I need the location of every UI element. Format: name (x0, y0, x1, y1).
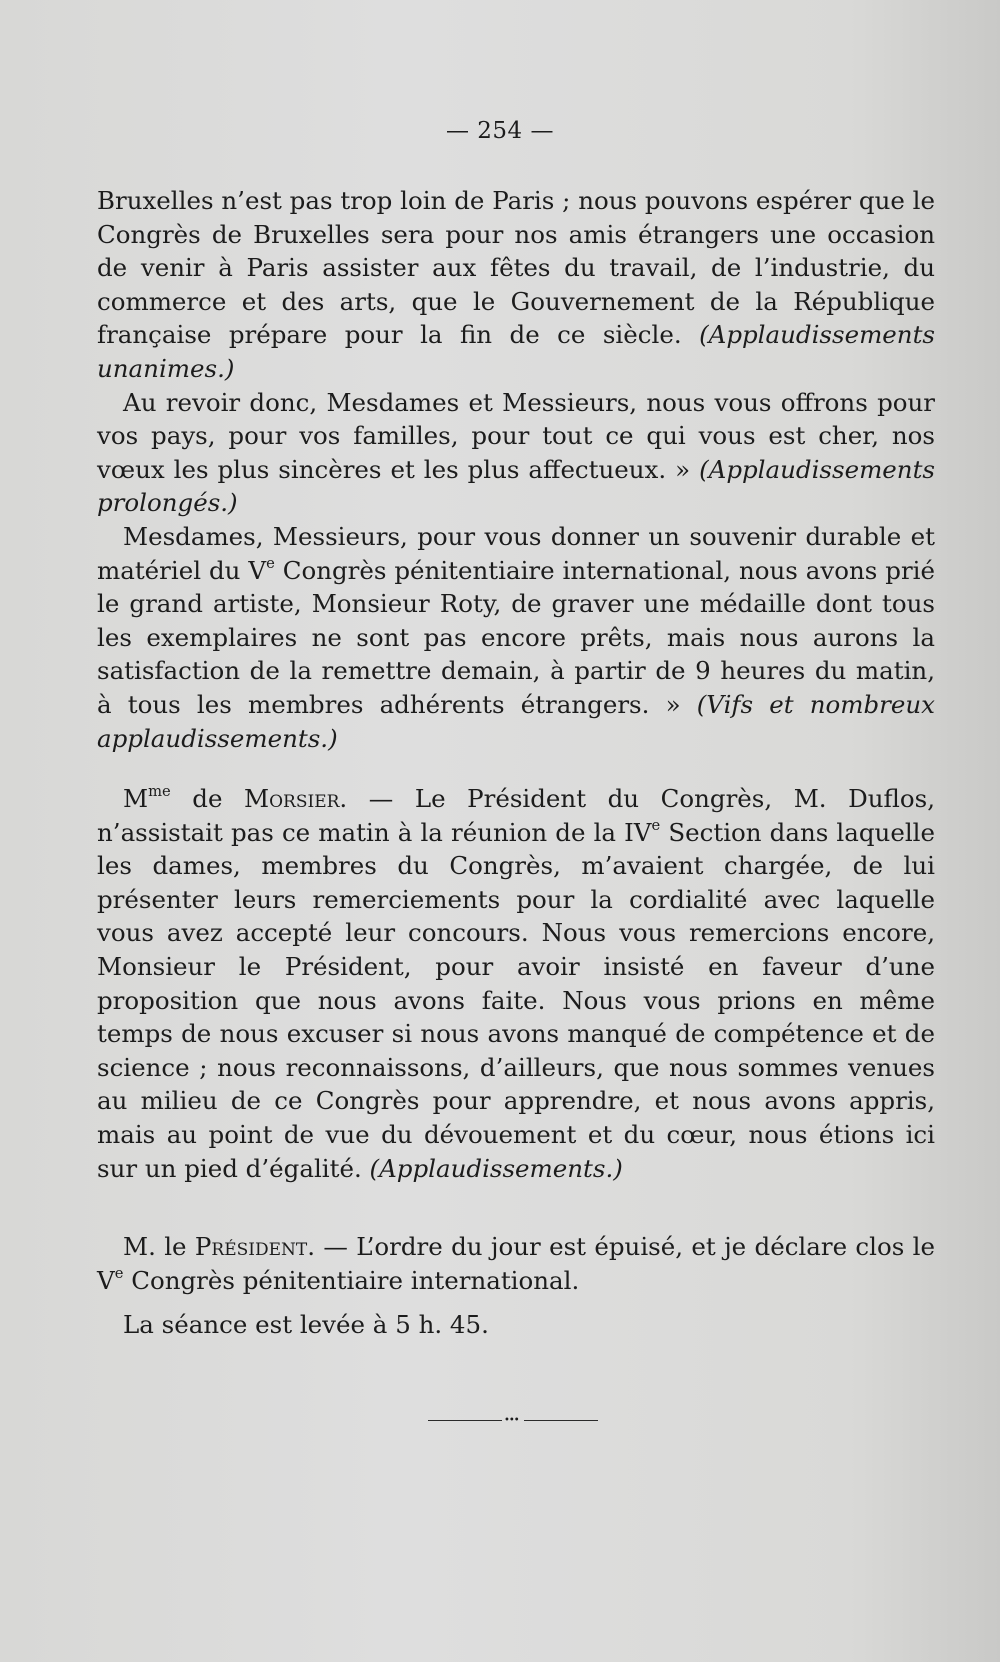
speaker-name: Président (194, 1232, 308, 1261)
title-superscript: me (148, 782, 171, 800)
speaker-particle: de (170, 784, 245, 813)
paragraph-text: . — Le Président du Congrès, M. Duflos, n’assistait pas ce matin à la réunion de la IV (97, 784, 935, 847)
applause-note: (Applaudissements prolongés.) (97, 454, 935, 518)
paragraph-text: Congrès pénitentiaire international, nous avons prié le grand artiste, Monsieur Roty, de graver une médaille dont tous les exemplaires ne sont pas encore prêts, mais nous aurons la satisfaction de la remettre demain, à partir de 9 heures du matin, à tous les membres adhérents étrangers. » (97, 555, 935, 719)
speaker-prefix: M (123, 784, 149, 813)
text-block-closing (97, 1308, 935, 1342)
ordinal-superscript: e (114, 1264, 124, 1282)
applause-note: (Vifs et nombreux applaudissements.) (97, 689, 935, 753)
paragraph-au-revoir (97, 386, 935, 520)
text-block-morsier (97, 782, 935, 1185)
speaker-name: Morsier (244, 784, 340, 813)
paragraph-text: Au revoir donc, Mesdames et Messieurs, nous vous offrons pour vos pays, pour vos familles, pour tout ce qui vous est cher, nos vœux les plus sincères et les plus affectueux. » (97, 387, 935, 484)
paragraph-seance-levee (97, 1308, 935, 1342)
paragraph-president (97, 1230, 935, 1297)
paragraph-text: La séance est levée à 5 h. 45. (123, 1310, 489, 1339)
ornament-rule-left (428, 1420, 502, 1421)
paragraph-medaille (97, 520, 935, 755)
text-block-president (97, 1230, 935, 1297)
paragraph-text: Bruxelles n’est pas trop loin de Paris ; nous pouvons espérer que le Congrès de Bruxelles sera pour nos amis étrangers une occasion de venir à Paris assister aux fêtes du travail, de l’industrie, du commerce et des arts, que le Gouvernement de la République française prépare pour la fin de ce siècle. (97, 186, 935, 350)
paragraph-text: Mesdames, Messieurs, pour vous donner un souvenir durable et matériel du V (97, 521, 935, 585)
applause-note: (Applaudissements.) (369, 1153, 623, 1183)
paragraph-text: Congrès pénitentiaire international. (123, 1265, 580, 1295)
ordinal-superscript: e (266, 554, 275, 572)
ornament-rule-right (524, 1420, 598, 1421)
paragraph-text: Section dans laquelle les dames, membres du Congrès, m’avaient chargée, de lui présenter leurs remerciements pour la cordialité avec laquelle vous avez accepté leur concours. Nous vous remercions encore, Monsieur le Président, pour avoir insisté en faveur d’une proposition que nous avons faite. Nous vous prions en même temps de nous excuser si nous avons manqué de compétence et de science ; nous reconnaissons, d’ailleurs, que nous sommes venues au milieu de ce Congrès pour apprendre, et nous avons appris, mais au point de vue du dévouement et du cœur, nous étions ici sur un pied d’égalité. (97, 817, 936, 1183)
page-number: — 254 — (445, 118, 555, 144)
paragraph-closing-speech-bruxelles (97, 184, 935, 386)
paragraph-morsier (97, 782, 935, 1185)
text-block-upper (97, 184, 935, 755)
speaker-prefix: M. le (123, 1232, 195, 1261)
applause-note: (Applaudissements unanimes.) (97, 320, 935, 383)
end-ornament (428, 1416, 598, 1426)
ordinal-superscript: e (651, 816, 661, 834)
paragraph-text: . — L’ordre du jour est épuisé, et je déclare clos le V (97, 1232, 935, 1295)
ornament-dots: ••• (504, 1415, 519, 1426)
